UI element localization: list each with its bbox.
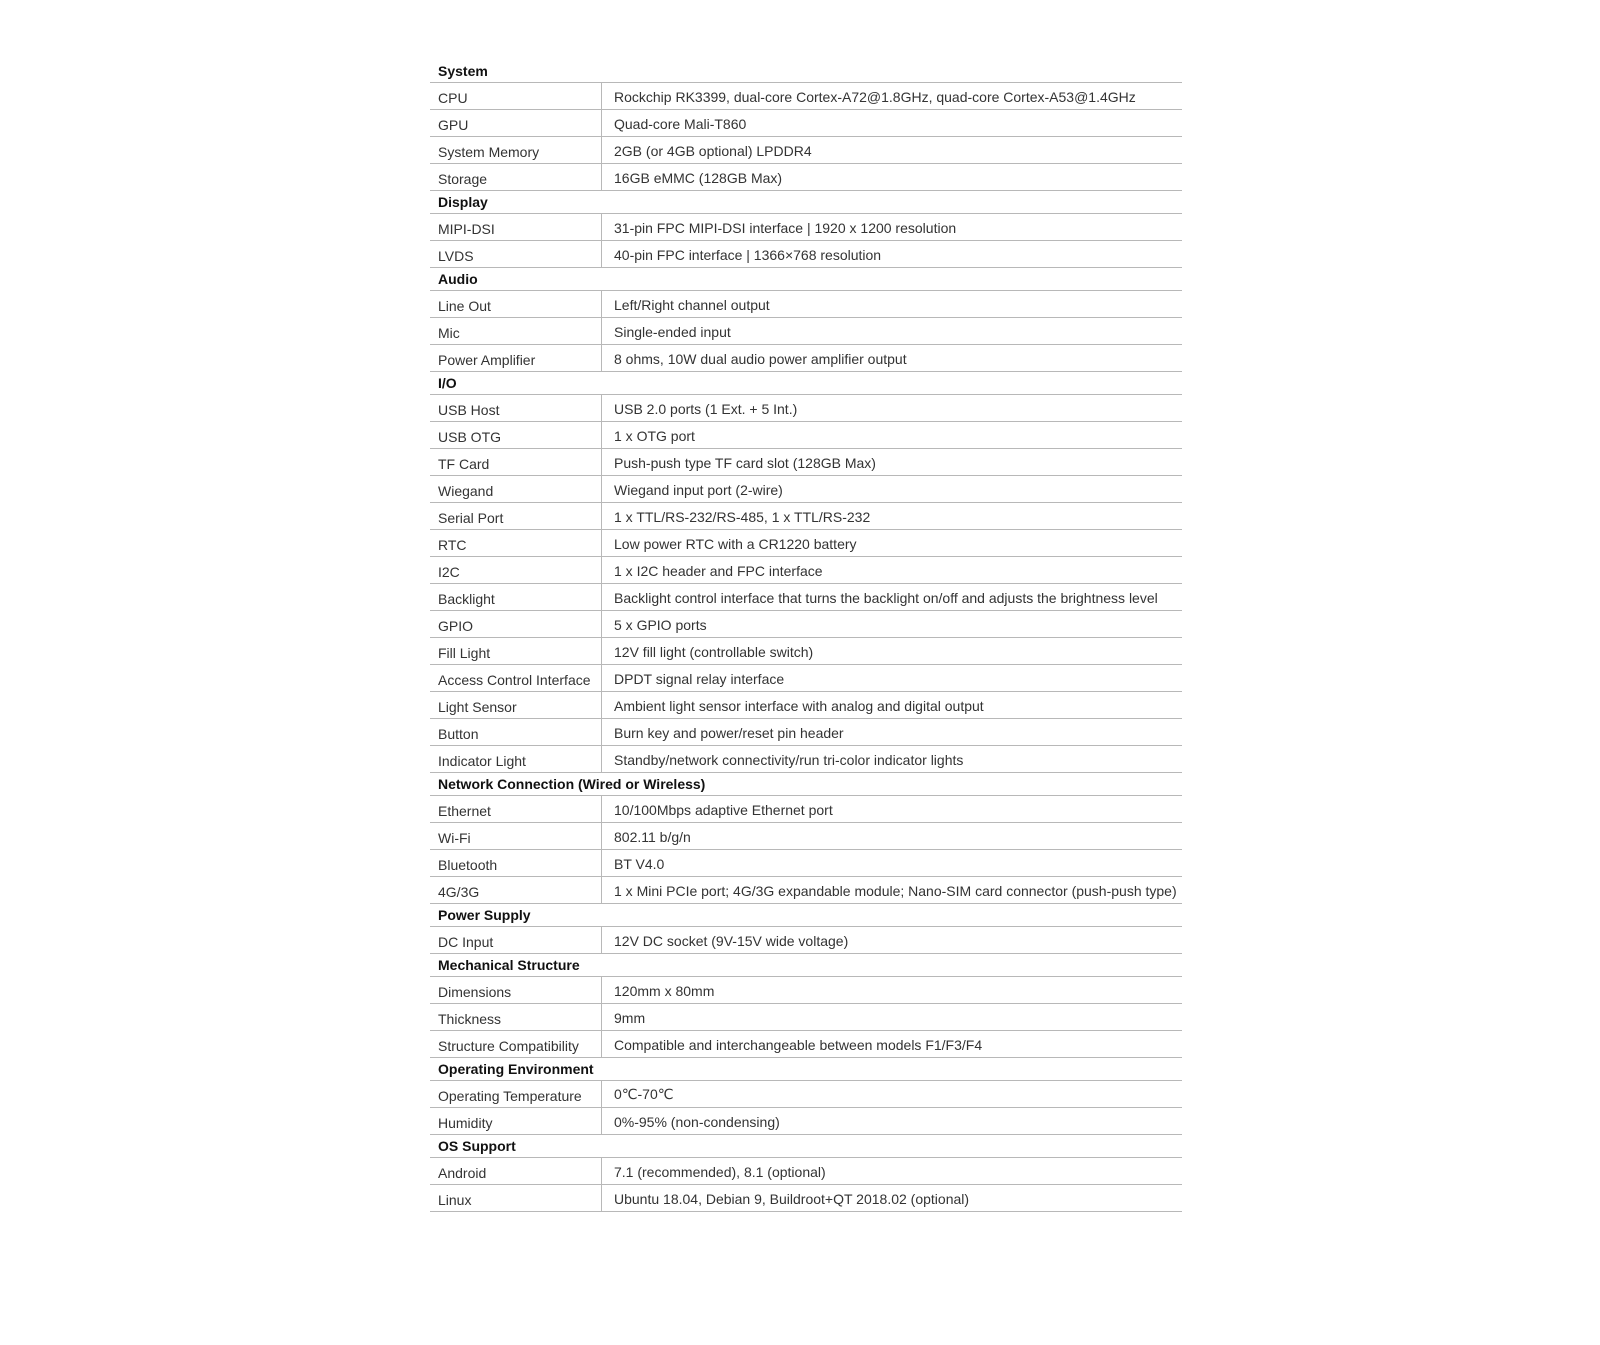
spec-value: 31-pin FPC MIPI-DSI interface | 1920 x 1200 resolution <box>614 220 957 236</box>
spec-label: Power Amplifier <box>430 345 602 371</box>
spec-label: Mic <box>430 318 602 344</box>
spec-value: Single-ended input <box>614 324 731 340</box>
table-row <box>430 530 1182 557</box>
table-row <box>430 1081 1182 1108</box>
spec-value: Compatible and interchangeable between models F1/F3/F4 <box>614 1037 983 1053</box>
table-row <box>430 318 1182 345</box>
spec-value: 9mm <box>614 1010 646 1026</box>
spec-value: Quad-core Mali-T860 <box>614 116 747 132</box>
spec-value: 5 x GPIO ports <box>614 617 707 633</box>
table-row <box>430 1031 1182 1058</box>
spec-value: DPDT signal relay interface <box>614 671 785 687</box>
section-header: Display <box>430 191 1182 214</box>
spec-label: TF Card <box>430 449 602 475</box>
spec-label: Line Out <box>430 291 602 317</box>
table-row <box>430 1004 1182 1031</box>
spec-label: Bluetooth <box>430 850 602 876</box>
table-row <box>430 611 1182 638</box>
spec-label: Wi-Fi <box>430 823 602 849</box>
spec-value: USB 2.0 ports (1 Ext. + 5 Int.) <box>614 401 798 417</box>
spec-value: 802.11 b/g/n <box>614 829 691 845</box>
spec-value: 0℃-70℃ <box>614 1086 674 1102</box>
spec-value: Rockchip RK3399, dual-core Cortex-A72@1.8GHz, quad-core Cortex-A53@1.4GHz <box>614 89 1136 105</box>
spec-label: I2C <box>430 557 602 583</box>
table-row <box>430 1185 1182 1212</box>
section-header: Power Supply <box>430 904 1182 927</box>
table-row <box>430 719 1182 746</box>
table-row <box>430 422 1182 449</box>
spec-value: Burn key and power/reset pin header <box>614 725 844 741</box>
spec-value: 1 x I2C header and FPC interface <box>614 563 823 579</box>
spec-label: RTC <box>430 530 602 556</box>
spec-label: DC Input <box>430 927 602 953</box>
spec-label: Ethernet <box>430 796 602 822</box>
spec-value: 12V DC socket (9V-15V wide voltage) <box>614 933 849 949</box>
spec-label: USB Host <box>430 395 602 421</box>
table-row <box>430 137 1182 164</box>
table-row <box>430 977 1182 1004</box>
spec-label: Fill Light <box>430 638 602 664</box>
section-header: Network Connection (Wired or Wireless) <box>430 773 1182 796</box>
spec-label: Storage <box>430 164 602 190</box>
table-row <box>430 241 1182 268</box>
spec-label: GPU <box>430 110 602 136</box>
spec-value: 1 x TTL/RS-232/RS-485, 1 x TTL/RS-232 <box>614 509 871 525</box>
table-row <box>430 476 1182 503</box>
spec-label: 4G/3G <box>430 877 602 903</box>
table-row <box>430 1108 1182 1135</box>
spec-value: Standby/network connectivity/run tri-color indicator lights <box>614 752 964 768</box>
spec-value: Left/Right channel output <box>614 297 770 313</box>
spec-label: Serial Port <box>430 503 602 529</box>
table-row <box>430 110 1182 137</box>
spec-value: 2GB (or 4GB optional) LPDDR4 <box>614 143 812 159</box>
section-header: OS Support <box>430 1135 1182 1158</box>
spec-label: Light Sensor <box>430 692 602 718</box>
spec-label: CPU <box>430 83 602 109</box>
spec-value: 10/100Mbps adaptive Ethernet port <box>614 802 833 818</box>
spec-label: Thickness <box>430 1004 602 1030</box>
spec-label: Operating Temperature <box>430 1081 602 1107</box>
spec-label: Wiegand <box>430 476 602 502</box>
table-row <box>430 692 1182 719</box>
spec-value: 0%-95% (non-condensing) <box>614 1114 780 1130</box>
section-header: I/O <box>430 372 1182 395</box>
spec-value: BT V4.0 <box>614 856 665 872</box>
spec-label: GPIO <box>430 611 602 637</box>
table-row <box>430 164 1182 191</box>
spec-label: Structure Compatibility <box>430 1031 602 1057</box>
spec-value: 7.1 (recommended), 8.1 (optional) <box>614 1164 826 1180</box>
table-row <box>430 584 1182 611</box>
spec-value: Ambient light sensor interface with analog and digital output <box>614 698 984 714</box>
spec-value: Wiegand input port (2-wire) <box>614 482 783 498</box>
spec-label: Android <box>430 1158 602 1184</box>
table-row <box>430 823 1182 850</box>
table-row <box>430 1158 1182 1185</box>
table-row <box>430 449 1182 476</box>
spec-label: Humidity <box>430 1108 602 1134</box>
table-row <box>430 796 1182 823</box>
table-row <box>430 395 1182 422</box>
table-row <box>430 850 1182 877</box>
table-row <box>430 665 1182 692</box>
table-row <box>430 214 1182 241</box>
spec-value: 1 x Mini PCIe port; 4G/3G expandable module; Nano-SIM card connector (push-push type) <box>614 883 1177 899</box>
table-row <box>430 345 1182 372</box>
table-row <box>430 83 1182 110</box>
table-row <box>430 557 1182 584</box>
spec-value: Push-push type TF card slot (128GB Max) <box>614 455 876 471</box>
spec-label: Dimensions <box>430 977 602 1003</box>
spec-label: USB OTG <box>430 422 602 448</box>
section-header: Audio <box>430 268 1182 291</box>
table-row <box>430 638 1182 665</box>
table-row <box>430 746 1182 773</box>
spec-label: Indicator Light <box>430 746 602 772</box>
section-header: Mechanical Structure <box>430 954 1182 977</box>
spec-value: Backlight control interface that turns the backlight on/off and adjusts the brightness level <box>614 590 1158 606</box>
spec-value: 120mm x 80mm <box>614 983 715 999</box>
spec-label: Backlight <box>430 584 602 610</box>
spec-value: 12V fill light (controllable switch) <box>614 644 814 660</box>
section-header: Operating Environment <box>430 1058 1182 1081</box>
spec-value: 16GB eMMC (128GB Max) <box>614 170 783 186</box>
table-row <box>430 877 1182 904</box>
section-header: System <box>430 60 1182 83</box>
table-row <box>430 927 1182 954</box>
table-row <box>430 503 1182 530</box>
spec-label: Button <box>430 719 602 745</box>
spec-value: Low power RTC with a CR1220 battery <box>614 536 857 552</box>
spec-value: Ubuntu 18.04, Debian 9, Buildroot+QT 2018.02 (optional) <box>614 1191 970 1207</box>
spec-label: LVDS <box>430 241 602 267</box>
spec-label: Linux <box>430 1185 602 1211</box>
spec-table <box>430 60 1182 1212</box>
spec-value: 40-pin FPC interface | 1366×768 resolution <box>614 247 882 263</box>
spec-label: Access Control Interface <box>430 665 602 691</box>
spec-value: 1 x OTG port <box>614 428 695 444</box>
spec-label: System Memory <box>430 137 602 163</box>
spec-value: 8 ohms, 10W dual audio power amplifier output <box>614 351 907 367</box>
spec-label: MIPI-DSI <box>430 214 602 240</box>
table-row <box>430 291 1182 318</box>
